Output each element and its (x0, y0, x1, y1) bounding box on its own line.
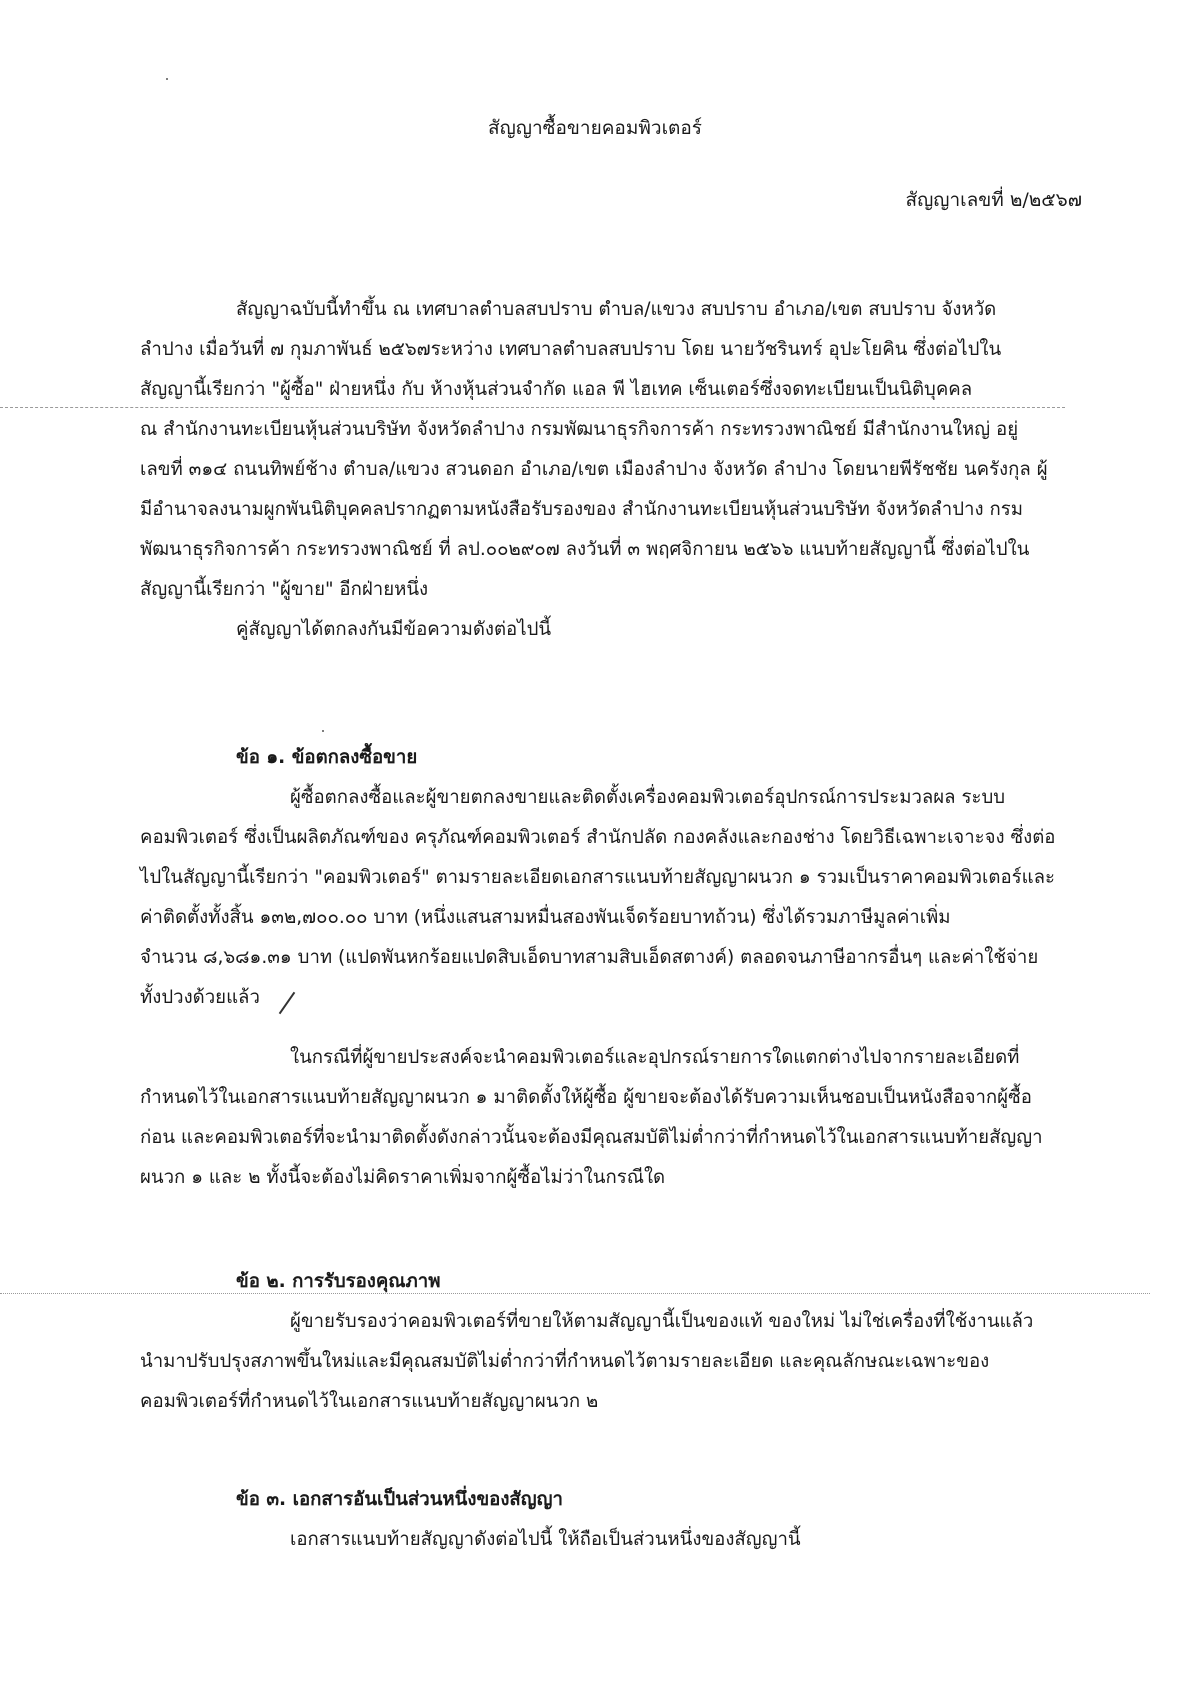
clause-1-line: จำนวน ๘,๖๘๑.๓๑ บาท (แปดพันหกร้อยแปดสิบเอ็ดบาทสามสิบเอ็ดสตางค์) ตลอดจนภาษีอากรอื่นๆ และค่าใช้จ่าย (140, 947, 1039, 968)
clause-1-line: ทั้งปวงด้วยแล้ว (140, 987, 260, 1008)
clause-1-line: ผู้ซื้อตกลงซื้อและผู้ขายตกลงขายและติดตั้งเครื่องคอมพิวเตอร์อุปกรณ์การประมวลผล ระบบ (290, 787, 1006, 808)
clause-2-line: คอมพิวเตอร์ที่กำหนดไว้ในเอกสารแนบท้ายสัญญาผนวก ๒ (140, 1391, 599, 1412)
clause-2-heading: ข้อ ๒. การรับรองคุณภาพ (236, 1271, 441, 1292)
clause-1-paragraph-2 (140, 1038, 1075, 1198)
clause-2-line: นำมาปรับปรุงสภาพขึ้นใหม่และมีคุณสมบัติไม่ต่ำกว่าที่กำหนดไว้ตามรายละเอียด และคุณลักษณะเฉพาะของ (140, 1351, 990, 1372)
clause-1-line: ไปในสัญญานี้เรียกว่า "คอมพิวเตอร์" ตามรายละเอียดเอกสารแนบท้ายสัญญาผนวก ๑ รวมเป็นราคาคอมพิวเตอร์และ (140, 867, 1055, 888)
clause-1-line: ก่อน และคอมพิวเตอร์ที่จะนำมาติดตั้งดังกล่าวนั้นจะต้องมีคุณสมบัติไม่ต่ำกว่าที่กำหนดไว้ในเอกสารแนบท้ายสัญญา (140, 1127, 1043, 1148)
preamble-line: มีอำนาจลงนามผูกพันนิติบุคคลปรากฏตามหนังสือรับรองของ สำนักงานทะเบียนหุ้นส่วนบริษัท จังหวัดลำปาง กรม (140, 499, 1023, 520)
preamble-line: ลำปาง เมื่อวันที่ ๗ กุมภาพันธ์ ๒๕๖๗ระหว่าง เทศบาลตำบลสบปราบ โดย นายวัชรินทร์ อุปะโยคิน ซึ่งต่อไปใน (140, 339, 1002, 360)
clause-1-line: คอมพิวเตอร์ ซึ่งเป็นผลิตภัณฑ์ของ ครุภัณฑ์คอมพิวเตอร์ สำนักปลัด กองคลังและกองช่าง โดยวิธีเฉพาะเจาะจง ซึ่งต่อ (140, 827, 1056, 848)
scan-speck (166, 78, 168, 80)
preamble-line: สัญญานี้เรียกว่า "ผู้ซื้อ" ฝ่ายหนึ่ง กับ ห้างหุ้นส่วนจำกัด แอล พี ไฮเทค เซ็นเตอร์ซึ่งจดทะเบียนเป็นนิติบุคคล (140, 379, 973, 400)
preamble-line: เลขที่ ๓๑๔ ถนนทิพย์ช้าง ตำบล/แขวง สวนดอก อำเภอ/เขต เมืองลำปาง จังหวัด ลำปาง โดยนายพีรัชชัย นครังกุล ผู้ (140, 459, 1048, 480)
agreement-intro: คู่สัญญาได้ตกลงกันมีข้อความดังต่อไปนี้ (236, 619, 552, 640)
clause-3 (140, 1480, 1075, 1560)
preamble-line: สัญญาฉบับนี้ทำขึ้น ณ เทศบาลตำบลสบปราบ ตำบล/แขวง สบปราบ อำเภอ/เขต สบปราบ จังหวัด (236, 299, 997, 320)
clause-3-heading: ข้อ ๓. เอกสารอันเป็นส่วนหนึ่งของสัญญา (236, 1489, 563, 1510)
clause-1-heading: ข้อ ๑. ข้อตกลงซื้อขาย (236, 747, 418, 768)
clause-2-line: ผู้ขายรับรองว่าคอมพิวเตอร์ที่ขายให้ตามสัญญานี้เป็นของแท้ ของใหม่ ไม่ใช่เครื่องที่ใช้งานแล้ว (290, 1311, 1034, 1332)
preamble-line: ณ สำนักงานทะเบียนหุ้นส่วนบริษัท จังหวัดลำปาง กรมพัฒนาธุรกิจการค้า กระทรวงพาณิชย์ มีสำนักงานใหญ่ อยู่ (140, 419, 1019, 440)
scan-speck (322, 730, 324, 732)
preamble-line: สัญญานี้เรียกว่า "ผู้ขาย" อีกฝ่ายหนึ่ง (140, 579, 429, 600)
clause-2 (140, 1262, 1075, 1422)
clause-1-line: ค่าติดตั้งทั้งสิ้น ๑๓๒,๗๐๐.๐๐ บาท (หนึ่งแสนสามหมื่นสองพันเจ็ดร้อยบาทถ้วน) ซึ่งได้รวมภาษีมูลค่าเพิ่ม (140, 907, 951, 928)
preamble-line: พัฒนาธุรกิจการค้า กระทรวงพาณิชย์ ที่ ลป.๐๐๒๙๐๗ ลงวันที่ ๓ พฤศจิกายน ๒๕๖๖ แนบท้ายสัญญานี้ ซึ่งต่อไปใน (140, 539, 1030, 560)
document-title: สัญญาซื้อขายคอมพิวเตอร์ (487, 117, 703, 139)
clause-1-line: ในกรณีที่ผู้ขายประสงค์จะนำคอมพิวเตอร์และอุปกรณ์รายการใดแตกต่างไปจากรายละเอียดที่ (290, 1047, 1020, 1068)
preamble (140, 290, 1075, 650)
clause-1-line: ผนวก ๑ และ ๒ ทั้งนี้จะต้องไม่คิดราคาเพิ่มจากผู้ซื้อไม่ว่าในกรณีใด (140, 1167, 666, 1188)
clause-3-line: เอกสารแนบท้ายสัญญาดังต่อไปนี้ ให้ถือเป็นส่วนหนึ่งของสัญญานี้ (290, 1529, 801, 1550)
clause-1-line: กำหนดไว้ในเอกสารแนบท้ายสัญญาผนวก ๑ มาติดตั้งให้ผู้ซื้อ ผู้ขายจะต้องได้รับความเห็นชอบเป็นหนังสือจากผู้ซื้อ (140, 1087, 1032, 1108)
clause-1 (140, 738, 1075, 1018)
contract-number: สัญญาเลขที่ ๒/๒๕๖๗ (905, 189, 1082, 211)
